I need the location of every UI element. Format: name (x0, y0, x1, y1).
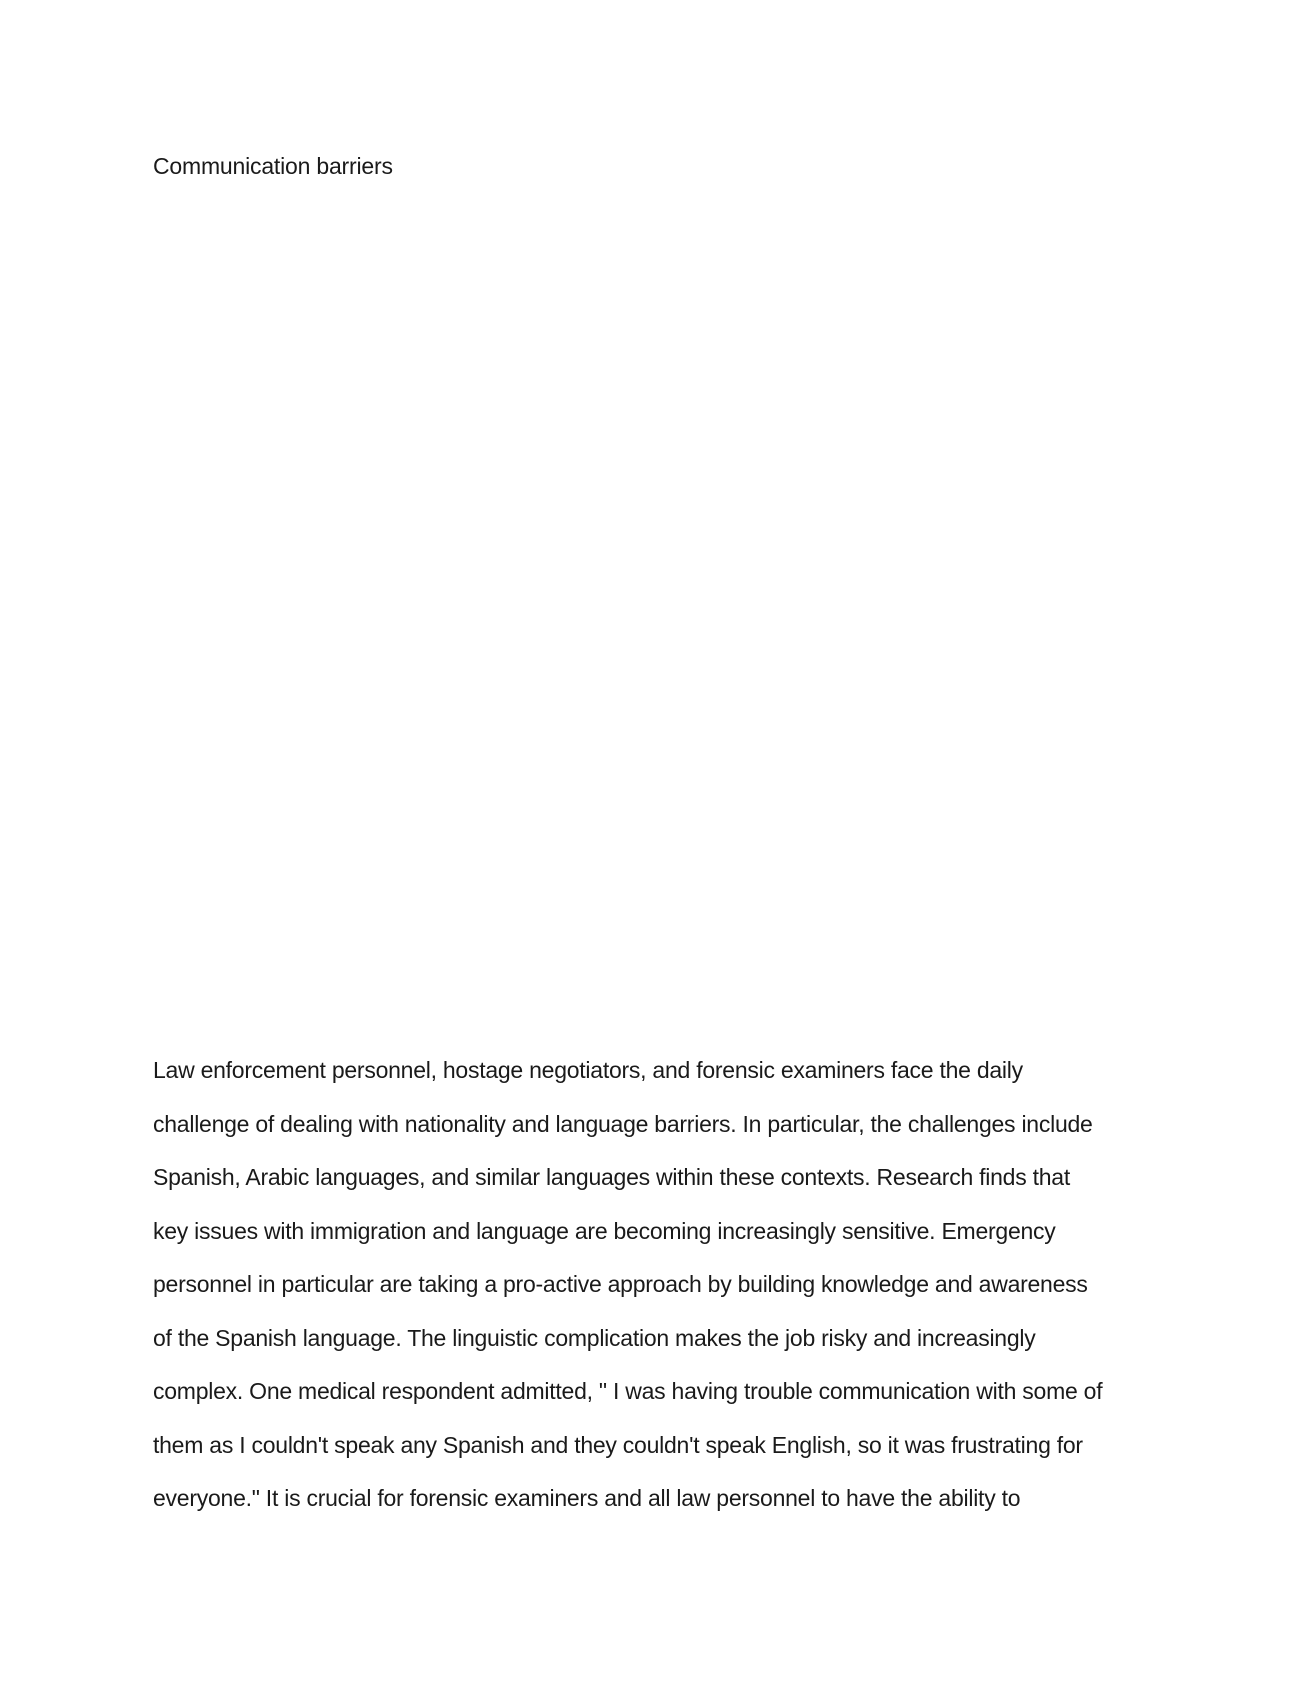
paragraph-line: personnel in particular are taking a pro-active approach by building knowledge and awareness (153, 1271, 1088, 1297)
page-header-title: Communication barriers (153, 153, 393, 179)
paragraph-line: Law enforcement personnel, hostage negotiators, and forensic examiners face the daily (153, 1057, 1023, 1083)
body-paragraph (153, 1044, 1153, 1526)
paragraph-line: challenge of dealing with nationality and language barriers. In particular, the challenges include (153, 1110, 1093, 1137)
paragraph-line: key issues with immigration and language are becoming increasingly sensitive. Emergency (153, 1217, 1056, 1244)
paragraph-line: complex. One medical respondent admitted, " I was having trouble communication with some of (153, 1378, 1103, 1404)
paragraph-line: everyone." It is crucial for forensic examiners and all law personnel to have the ability to (153, 1485, 1021, 1511)
paragraph-line: of the Spanish language. The linguistic complication makes the job risky and increasingly (153, 1324, 1036, 1351)
paragraph-line: them as I couldn't speak any Spanish and they couldn't speak English, so it was frustrating for (153, 1431, 1083, 1458)
paragraph-line: Spanish, Arabic languages, and similar languages within these contexts. Research finds that (153, 1164, 1070, 1190)
